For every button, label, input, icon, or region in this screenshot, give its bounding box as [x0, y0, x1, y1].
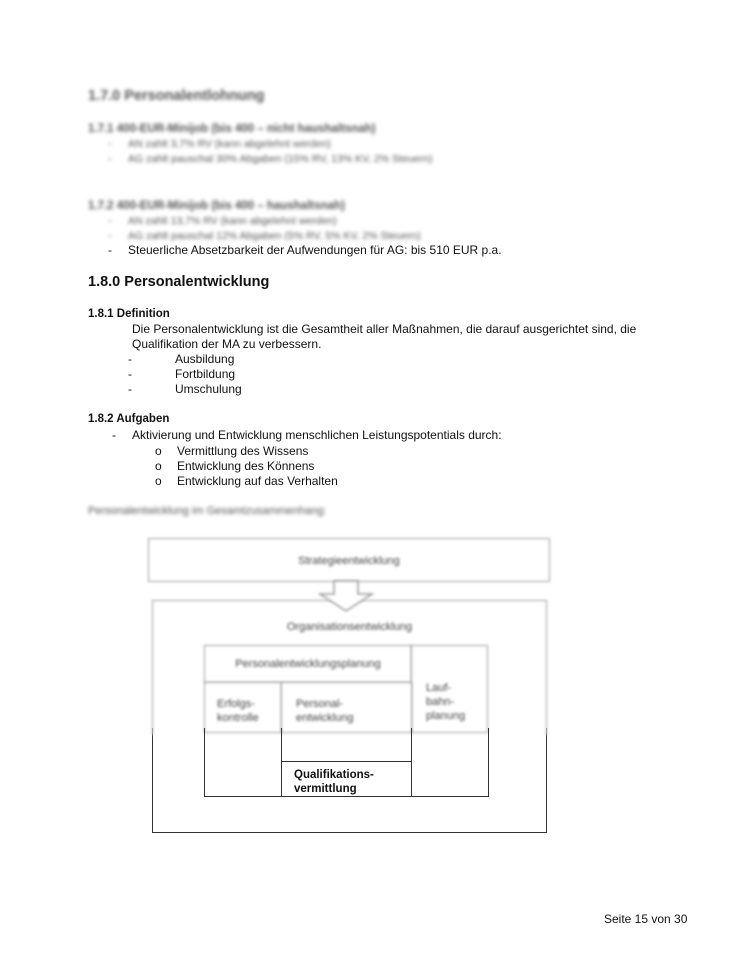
list-item: - AN zahlt 13,7% RV (kann abgelehnt werden) — [108, 215, 337, 227]
list-item: - Ausbildung — [128, 352, 235, 366]
page-number: Seite 15 von 30 — [604, 912, 688, 926]
definition-line-2: Qualifikation der MA zu verbessern. — [132, 337, 322, 351]
planning-box — [204, 645, 412, 683]
subsection-title-181: 1.8.1 Definition — [88, 308, 170, 320]
down-arrow-icon — [318, 580, 374, 612]
section-heading-180: 1.8.0 Personalentwicklung — [88, 274, 270, 290]
list-item: - AG zahlt pauschal 12% Abgaben (5% RV, 5% KV, 2% Steuern) — [108, 230, 421, 242]
career-label: Lauf- bahn- planung — [426, 682, 466, 722]
success-control-box — [204, 682, 282, 733]
pe-label: Personal- entwicklung — [296, 698, 354, 724]
subsection-title-182: 1.8.2 Aufgaben — [88, 413, 170, 425]
pe-box — [281, 682, 412, 733]
strategy-box — [148, 538, 550, 582]
success-control-label: Erfolgs- kontrolle — [217, 698, 259, 724]
organisation-label: Organisationsentwicklung — [286, 621, 413, 633]
divider — [281, 728, 282, 797]
list-item: o Entwicklung auf das Verhalten — [155, 474, 338, 488]
qualification-label: Qualifikations- vermittlung — [294, 769, 374, 795]
strategy-label: Strategieentwicklung — [298, 555, 400, 567]
career-box — [411, 645, 488, 733]
planning-label: Personalentwicklungsplanung — [235, 658, 381, 670]
list-item: - Fortbildung — [128, 367, 236, 381]
section-heading-170: 1.7.0 Personalentlohnung — [88, 88, 265, 104]
list-item: - AG zahlt pauschal 30% Abgaben (15% RV, 13% KV, 2% Steuern) — [108, 153, 433, 165]
list-item: - AN zahlt 3,7% RV (kann abgelehnt werden) — [108, 138, 331, 150]
list-item: o Entwicklung des Könnens — [155, 459, 315, 473]
divider — [281, 761, 412, 762]
definition-line-1: Die Personalentwicklung ist die Gesamtheit aller Maßnahmen, die darauf ausgerichtet sind, die — [132, 322, 637, 336]
list-item: o Vermittlung des Wissens — [155, 444, 309, 458]
tasks-lead: - Aktivierung und Entwicklung menschlichen Leistungspotentials durch: — [112, 428, 502, 442]
subsection-title-172: 1.7.2 400-EUR-Minijob (bis 400 – haushaltsnah) — [88, 200, 345, 212]
divider — [411, 728, 412, 797]
diagram-caption: Personalentwicklung im Gesamtzusammenhang: — [88, 505, 327, 517]
subsection-title-171: 1.7.1 400-EUR-Minijob (bis 400 – nicht haushaltsnah) — [88, 123, 376, 135]
list-item: - Umschulung — [128, 382, 242, 396]
list-item: - Steuerliche Absetzbarkeit der Aufwendungen für AG: bis 510 EUR p.a. — [108, 243, 502, 257]
